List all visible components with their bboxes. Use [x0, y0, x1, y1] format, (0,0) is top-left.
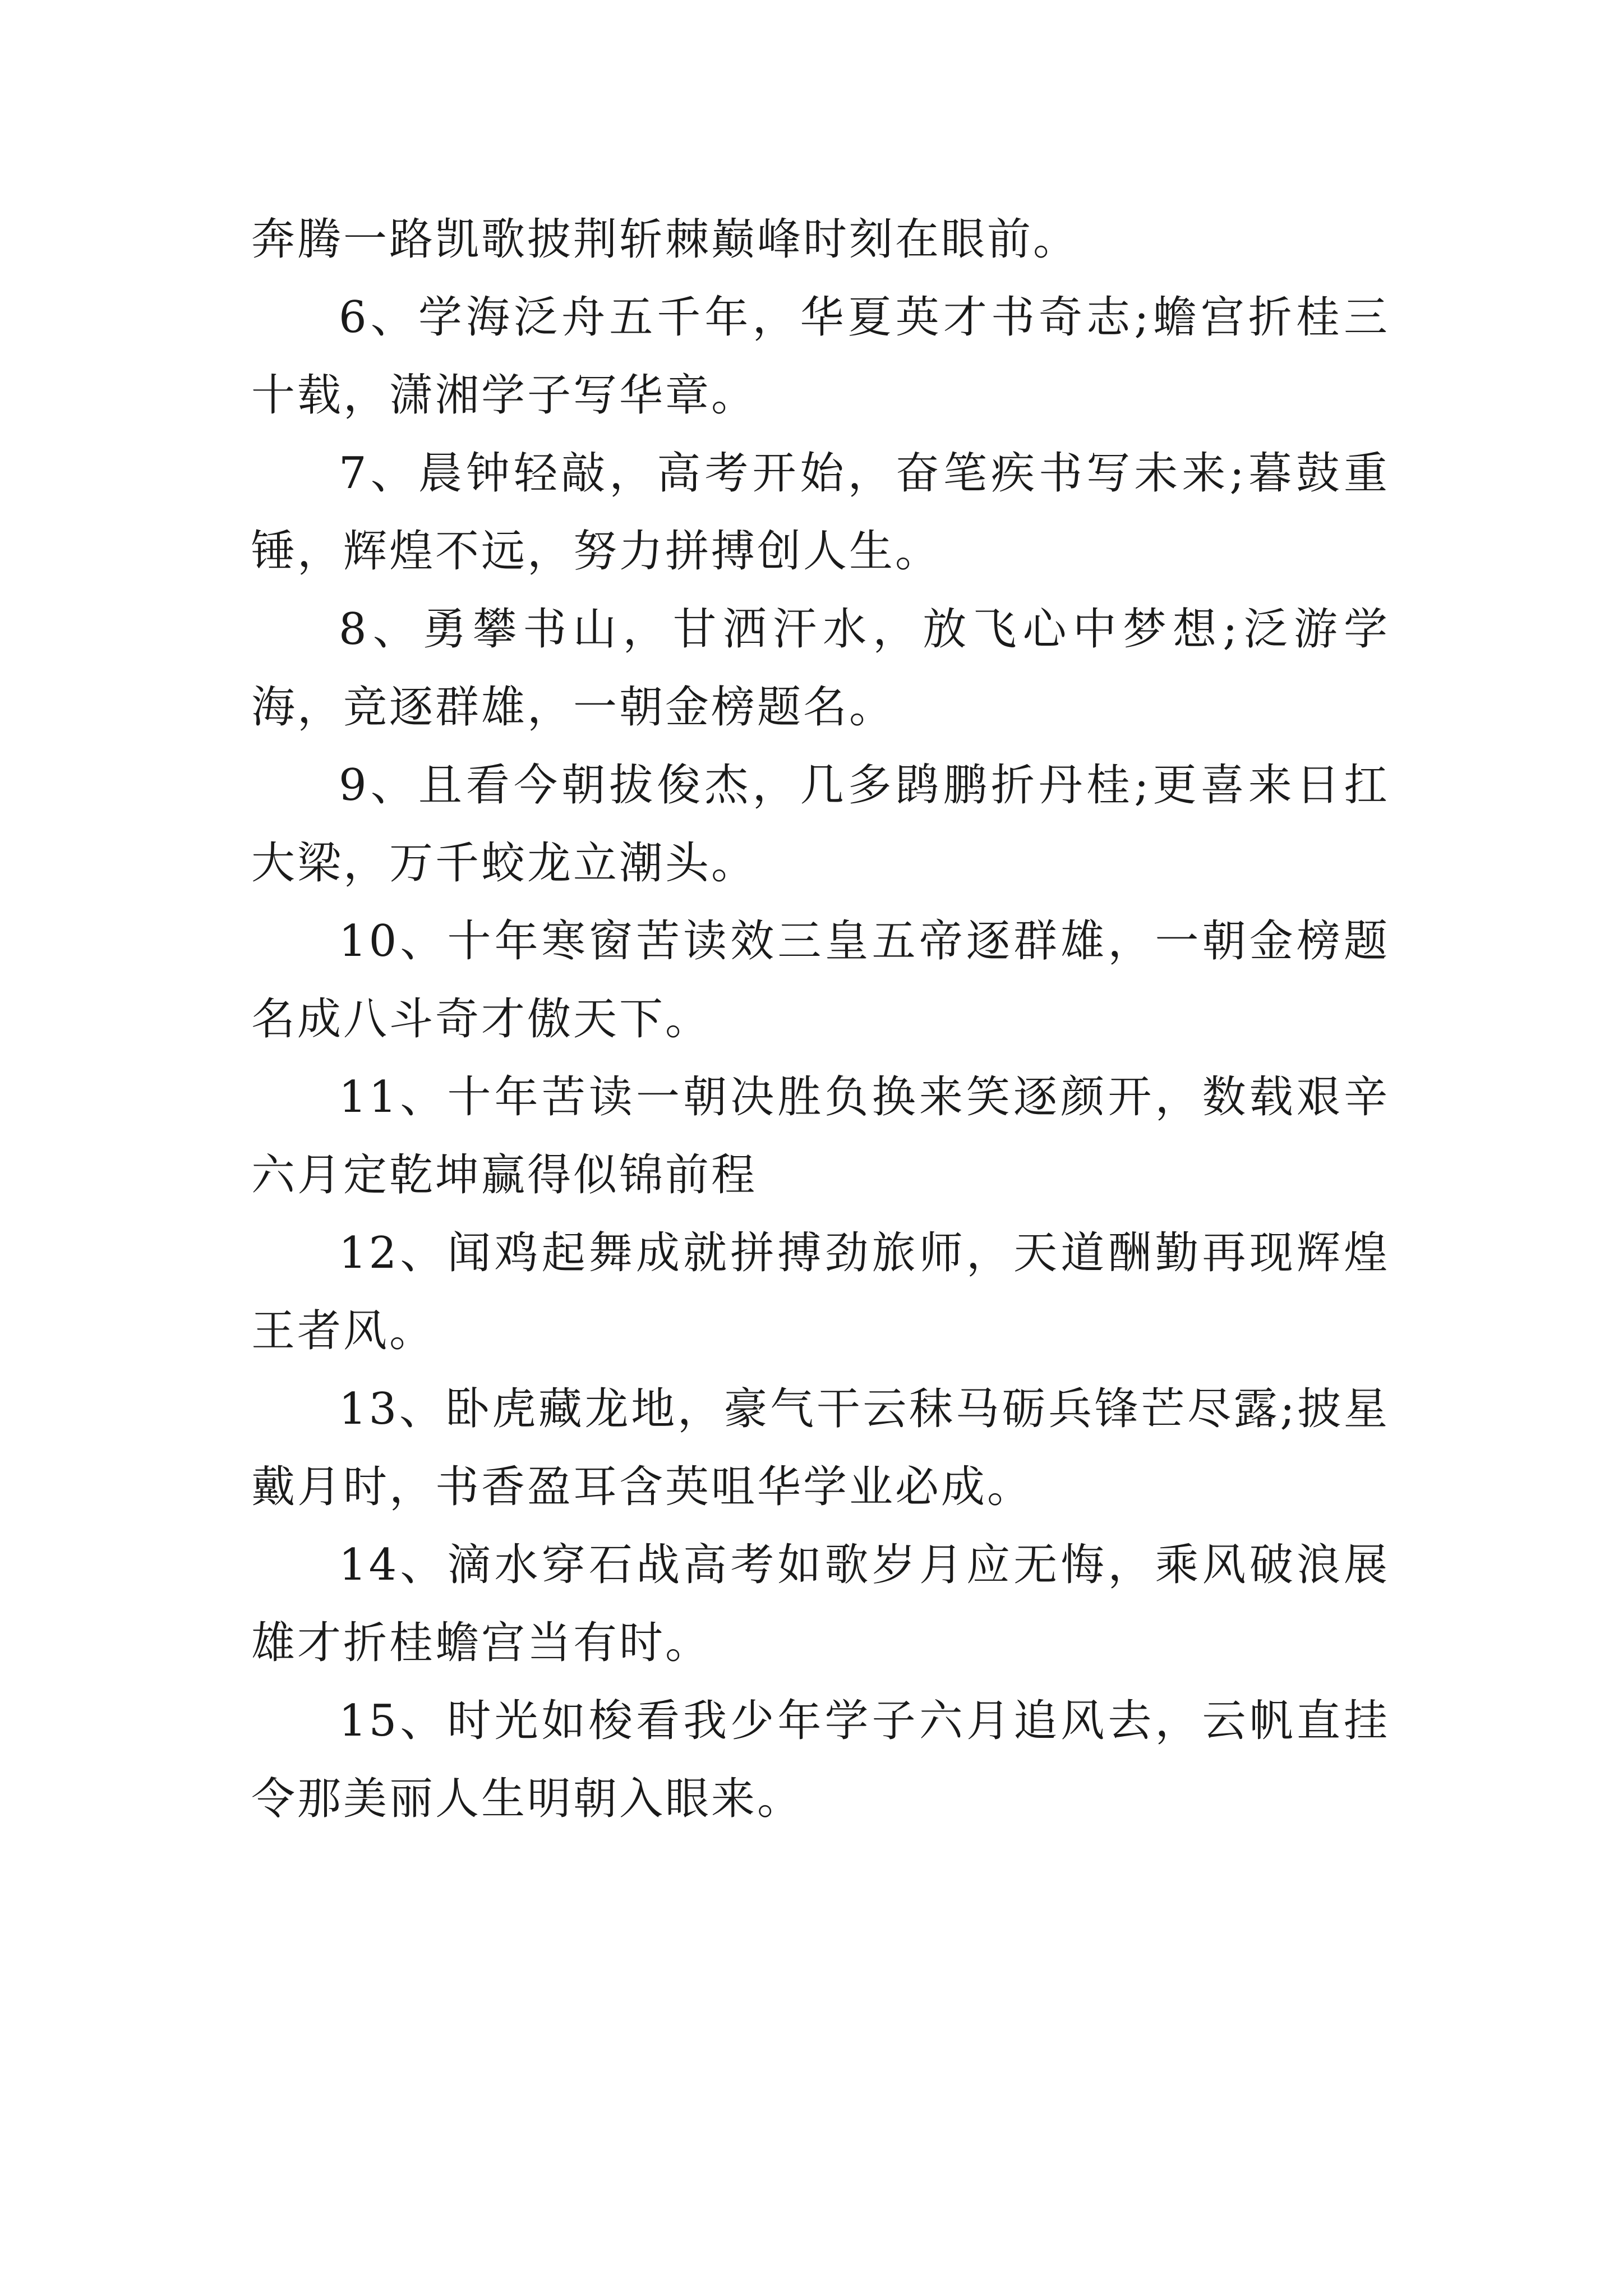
paragraph-item-8: 8、勇攀书山，甘洒汗水，放飞心中梦想;泛游学海，竞逐群雄，一朝金榜题名。	[251, 604, 1390, 733]
paragraph-item-12: 12、闻鸡起舞成就拼搏劲旅师，天道酬勤再现辉煌王者风。	[251, 1228, 1390, 1356]
paragraph-item-14: 14、滴水穿石战高考如歌岁月应无悔，乘风破浪展雄才折桂蟾宫当有时。	[251, 1540, 1390, 1668]
paragraph-item-10: 10、十年寒窗苦读效三皇五帝逐群雄，一朝金榜题名成八斗奇才傲天下。	[251, 916, 1390, 1045]
document-body	[251, 201, 1390, 1838]
paragraph-item-15: 15、时光如梭看我少年学子六月追风去，云帆直挂令那美丽人生明朝入眼来。	[251, 1696, 1390, 1824]
paragraph-item-7: 7、晨钟轻敲，高考开始，奋笔疾书写未来;暮鼓重锤，辉煌不远，努力拼搏创人生。	[251, 448, 1390, 577]
paragraph-continuation: 奔腾一路凯歌披荆斩棘巅峰时刻在眼前。	[251, 214, 1080, 265]
paragraph-item-6: 6、学海泛舟五千年，华夏英才书奇志;蟾宫折桂三十载，潇湘学子写华章。	[251, 292, 1390, 421]
paragraph-item-13: 13、卧虎藏龙地，豪气干云秣马砺兵锋芒尽露;披星戴月时，书香盈耳含英咀华学业必成。	[251, 1384, 1390, 1512]
paragraph-item-11: 11、十年苦读一朝决胜负换来笑逐颜开，数载艰辛六月定乾坤赢得似锦前程	[251, 1072, 1390, 1200]
paragraph-item-9: 9、且看今朝拔俊杰，几多鹍鹏折丹桂;更喜来日扛大梁，万千蛟龙立潮头。	[251, 760, 1390, 889]
